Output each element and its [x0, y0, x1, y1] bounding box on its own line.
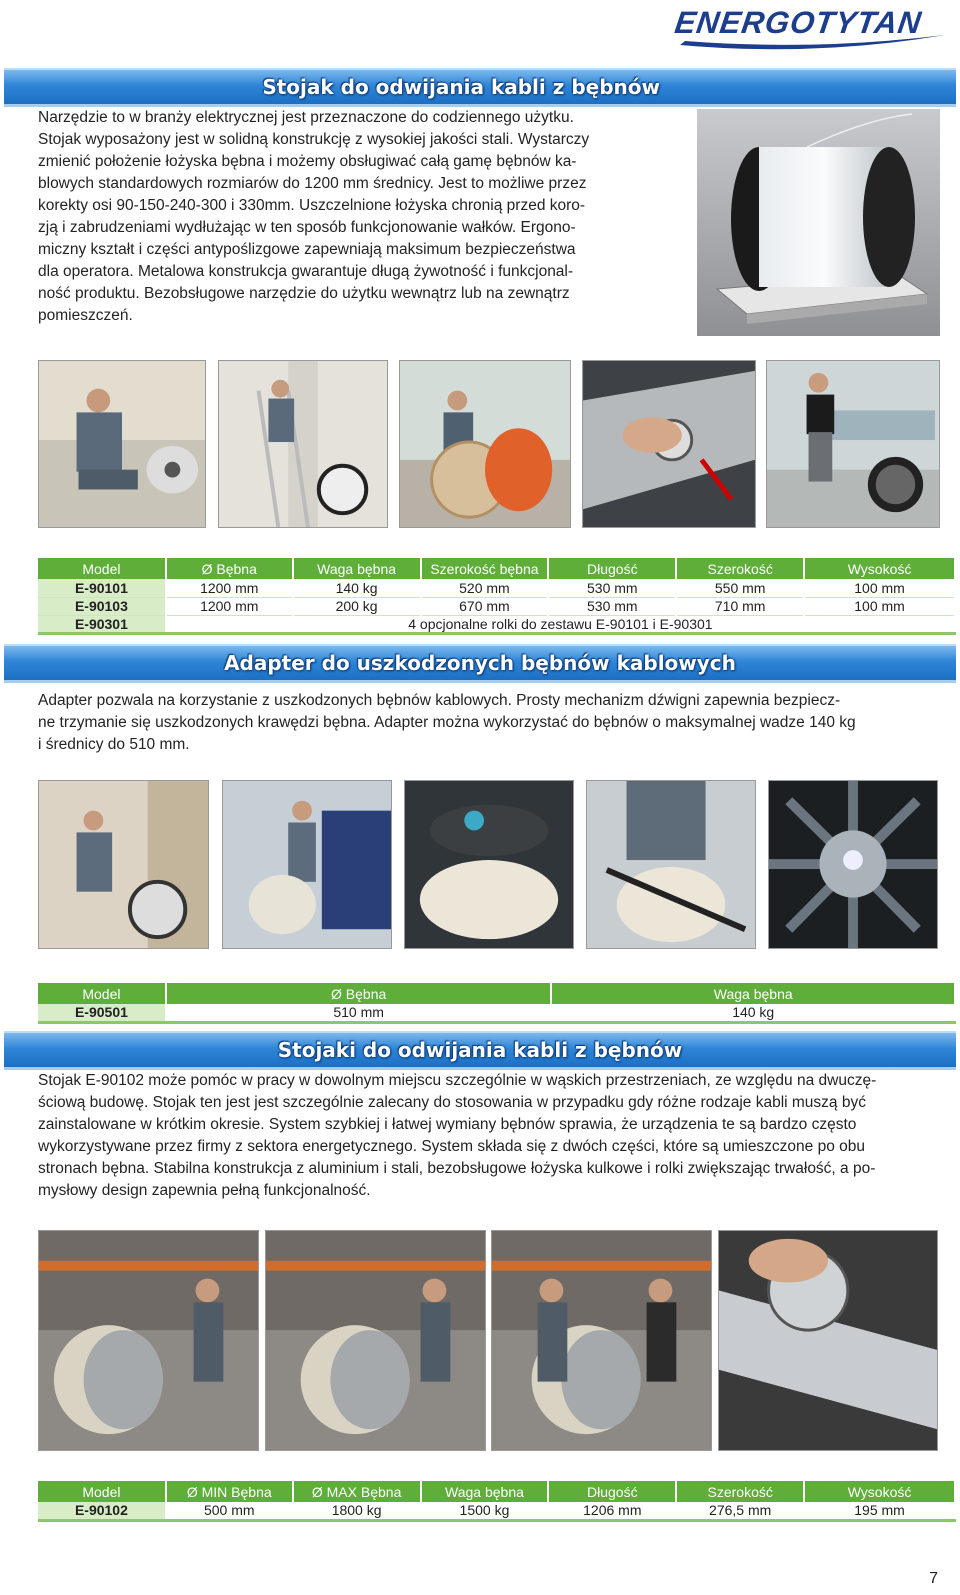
- column-header: Waga bębna: [551, 983, 955, 1004]
- table-cell: 520 mm: [421, 579, 549, 597]
- photo-drum-hands: [404, 780, 574, 949]
- photo-worker-van: [222, 780, 392, 949]
- photo-adapter-closeup: [768, 780, 938, 949]
- text-line: Stojak E-90102 może pomóc w pracy w dowolnym miejscu szczególnie w wąskich przestrzeniach, ze względu na dwuczę-: [38, 1072, 877, 1089]
- column-header: Wysokość: [804, 1481, 955, 1502]
- table-cell: 140 kg: [293, 579, 421, 597]
- section-banner-stand: [4, 68, 956, 104]
- text-line: blowych standardowych rozmiarów do 1200 mm średnicy. Jest to możliwe przez: [38, 175, 587, 192]
- table-cell: 510 mm: [166, 1004, 552, 1022]
- table-cell: 195 mm: [804, 1502, 955, 1520]
- section3-description: [38, 1070, 948, 1202]
- table-cell: 100 mm: [804, 597, 955, 615]
- table-cell: 1800 kg: [293, 1502, 421, 1520]
- photo-worker-warehouse: [766, 360, 940, 528]
- table-cell: 100 mm: [804, 579, 955, 597]
- table-row: [38, 615, 955, 633]
- model-cell: E-90301: [38, 615, 166, 633]
- column-header: Model: [38, 1481, 166, 1502]
- table-cell: 1206 mm: [548, 1502, 676, 1520]
- model-cell: E-90103: [38, 597, 166, 615]
- photo-stand-closeup: [718, 1230, 938, 1451]
- table-row: [38, 597, 955, 615]
- column-header: Wysokość: [804, 558, 955, 579]
- column-header: Waga bębna: [293, 558, 421, 579]
- photo-worker-kneeling: [38, 360, 206, 528]
- column-header: Długość: [548, 558, 676, 579]
- table-cell: 670 mm: [421, 597, 549, 615]
- section1-description: [38, 107, 678, 327]
- table-header-row: [38, 558, 955, 579]
- column-header: Szerokość: [676, 1481, 804, 1502]
- page-number: 7: [929, 1570, 938, 1587]
- spec-table-stand: [38, 558, 956, 635]
- text-line: zainstalowane w krótkim okresie. System szybkiej i łatwej wymiany bębnów sprawia, że urządzenia te są bardzo często: [38, 1116, 857, 1133]
- text-line: zmienić położenie łożyska bębna i możemy obsługiwać całą gamę bębnów ka-: [38, 153, 577, 170]
- brand-name: ENERGOTYTAN: [672, 5, 924, 40]
- text-line: ne trzymanie się uszkodzonych krawędzi bębna. Adapter można wykorzystać do bębnów o maksymalnej wadze 140 kg: [38, 714, 856, 731]
- photo-warehouse-drum-2: [265, 1230, 486, 1451]
- product-photo-cable-stand: [697, 109, 940, 336]
- photo-warehouse-drum-1: [38, 1230, 259, 1451]
- text-line: zją i zabrudzeniami wydłużając w ten sposób funkcjonowanie wałków. Ergono-: [38, 219, 576, 236]
- column-header: Ø Bębna: [166, 558, 293, 579]
- table-cell: 1200 mm: [166, 597, 293, 615]
- table-cell: 530 mm: [548, 579, 676, 597]
- model-cell: E-90101: [38, 579, 166, 597]
- text-line: wykorzystywane przez firmy z sektora energetycznego. System składa się z dwóch części, które są umieszczone po obu: [38, 1138, 866, 1155]
- section-title: Stojak do odwijania kabli z bębnów: [262, 75, 660, 99]
- text-line: Narzędzie to w branży elektrycznej jest przeznaczone do codziennego użytku.: [38, 109, 574, 126]
- table-cell: 500 mm: [166, 1502, 293, 1520]
- photo-worker-ladder: [218, 360, 388, 528]
- table-cell: 140 kg: [551, 1004, 955, 1022]
- text-line: Stojak wyposażony jest w solidną konstrukcję z wysokiej jakości stali. Wystarczy: [38, 131, 590, 148]
- model-cell: E-90501: [38, 1004, 166, 1022]
- column-header: Ø MIN Bębna: [166, 1481, 293, 1502]
- table-cell: 276,5 mm: [676, 1502, 804, 1520]
- table-header-row: [38, 1481, 955, 1502]
- column-header: Ø Bębna: [166, 983, 552, 1004]
- table-row: [38, 1502, 955, 1520]
- column-header: Ø MAX Bębna: [293, 1481, 421, 1502]
- section-banner-adapter: [4, 644, 956, 680]
- section-banner-stands: [4, 1031, 956, 1067]
- photo-hand-closeup: [582, 360, 756, 528]
- text-line: pomieszczeń.: [38, 307, 133, 324]
- text-line: stronach bębna. Stabilna konstrukcja z aluminium i stali, bezobsługowe łożyska kulkowe i rolki zwiększając trwałość, a po-: [38, 1160, 876, 1177]
- section2-description: [38, 690, 948, 756]
- text-line: korekty osi 90-150-240-300 i 330mm. Uszczelnione łożyska chronią przed koro-: [38, 197, 586, 214]
- photo-drum-cable: [586, 780, 756, 949]
- spec-table-adapter: [38, 983, 956, 1024]
- text-line: dla operatora. Metalowa konstrukcja gwarantuje długą żywotność i funkcjonal-: [38, 263, 574, 280]
- photo-worker-adapter-room: [38, 780, 209, 949]
- column-header: Szerokość: [676, 558, 804, 579]
- column-header: Waga bębna: [421, 1481, 549, 1502]
- text-line: ściową budowę. Stojak ten jest jest szczególnie zalecany do stosowania w przypadku gdy różne rodzaje kabli muszą być: [38, 1094, 866, 1111]
- model-cell: E-90102: [38, 1502, 166, 1520]
- table-row: [38, 579, 955, 597]
- text-line: Adapter pozwala na korzystanie z uszkodzonych bębnów kablowych. Prosty mechanizm dźwigni zapewnia bezpiecz-: [38, 692, 841, 709]
- column-header: Model: [38, 983, 166, 1004]
- photo-warehouse-drum-3: [491, 1230, 712, 1451]
- table-cell: 1500 kg: [421, 1502, 549, 1520]
- text-line: i średnicy do 510 mm.: [38, 736, 190, 753]
- table-cell: 1200 mm: [166, 579, 293, 597]
- text-line: mysłowy design zapewnia pełną funkcjonalność.: [38, 1182, 371, 1199]
- section-title: Stojaki do odwijania kabli z bębnów: [277, 1038, 683, 1062]
- table-cell: 550 mm: [676, 579, 804, 597]
- column-header: Model: [38, 558, 166, 579]
- section-title: Adapter do uszkodzonych bębnów kablowych: [224, 651, 736, 675]
- table-header-row: [38, 983, 955, 1004]
- column-header: Szerokość bębna: [421, 558, 549, 579]
- table-cell: 530 mm: [548, 597, 676, 615]
- column-header: Długość: [548, 1481, 676, 1502]
- table-note-cell: 4 opcjonalne rolki do zestawu E-90101 i E-90301: [166, 615, 955, 633]
- table-cell: 710 mm: [676, 597, 804, 615]
- text-line: ność produktu. Bezobsługowe narzędzie do użytku wewnątrz lub na zewnątrz: [38, 285, 570, 302]
- brand-logo: [672, 5, 950, 53]
- spec-table-stands: [38, 1481, 956, 1522]
- photo-worker-orange-drum: [399, 360, 571, 528]
- table-cell: 200 kg: [293, 597, 421, 615]
- text-line: miczny kształt i części antypoślizgowe zapewniają maksimum bezpieczeństwa: [38, 241, 576, 258]
- table-row: [38, 1004, 955, 1022]
